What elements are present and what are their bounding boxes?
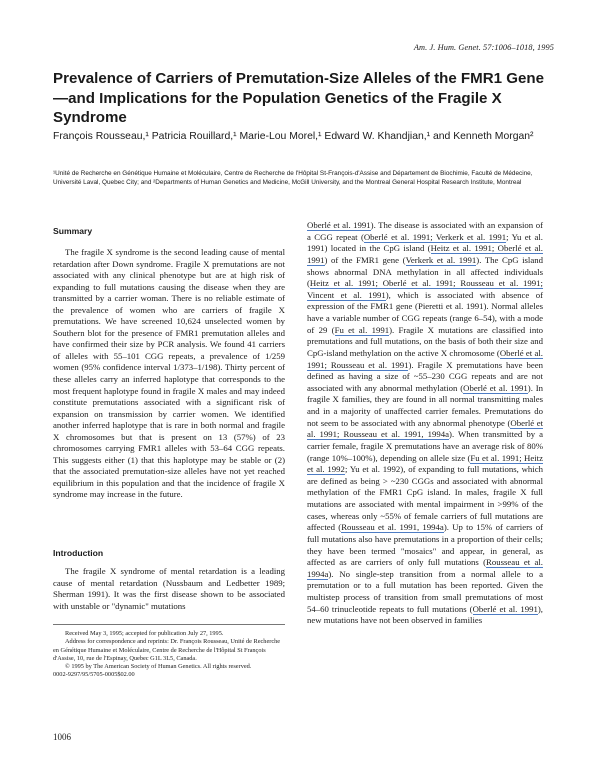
- summary-section: [53, 226, 285, 501]
- body-text: ). Fragile X mutations are classified into premutations and full mutations, on the basis of both their size and CpG-island methylation on the active X chromosome (: [307, 324, 543, 358]
- body-text: ), which is associated with absence of expression of the FMR1 gene (Pieretti et al. 1991). Normal alleles have a variable number of CGG repeats (range 6–54), with a mode of 29 (: [307, 289, 543, 335]
- body-text: ). Up to 15% of carriers of full mutations also have premutations in a proportion of their cells; they have been termed "mosaics" and appear, in general, as affected as are carriers of only full mutations (: [307, 522, 543, 568]
- citation-link[interactable]: Oberlé et al. 1991: [472, 603, 538, 614]
- footnote-received: Received May 3, 1995; accepted for publication July 27, 1995.: [65, 630, 224, 637]
- footnote-issn: 0002-9297/95/5705-0005$02.00: [53, 671, 135, 679]
- body-text: ). The CpG island shows abnormal DNA methylation in all affected individuals (: [307, 254, 543, 289]
- body-text: ). No single-step transition from a normal allele to a premutation or to a full mutation has been reported. Given the multistep process of transition from small premutations of most 54–60 trinucleotide repeats to full mutations (: [307, 568, 543, 614]
- footnotes: [53, 630, 285, 680]
- introduction-text: The fragile X syndrome of mental retardation is a leading cause of mental retardation (Nussbaum and Ledbetter 1989; Sherman 1991). It was the first disease shown to be associated with unstable or "dynamic" mutations: [53, 566, 285, 611]
- citation-link[interactable]: Heitz et al. 1991; Oberlé et al. 1991; Rousseau et al. 1991; Vincent et al. 1991: [307, 278, 543, 300]
- introduction-heading: Introduction: [53, 548, 104, 558]
- citation-link[interactable]: Oberlé et al. 1991; Verkerk et al. 1991: [363, 231, 507, 242]
- right-column-text: [307, 220, 543, 627]
- body-text: ). Fragile X premutations have been defined as having a size of ~55–230 CGG repeats and are not associated with any abnormal methylation (: [307, 359, 543, 393]
- citation-link[interactable]: Fu et al. 1991: [334, 324, 390, 335]
- footnote-correspondence: Address for correspondence and reprints: Dr. François Rousseau, Unité de Recherche en Génétique Humaine et Moléculaire, Centre de Recherche de l'Hôpital St François d'Assise, 10, rue de l'Espinay, Quebec G1L 3L5, Canada.: [53, 638, 281, 662]
- citation-link[interactable]: Oberlé et al. 1991: [307, 220, 371, 230]
- author-list: François Rousseau,¹ Patricia Rouillard,¹ Marie-Lou Morel,¹ Edward W. Khandjian,¹ and Kenneth Morgan²: [53, 131, 534, 142]
- body-text: ). When transmitted by a carrier female, fragile X premutations have an average risk of 80% (range 10%–100%), depending on allele size (: [307, 429, 543, 463]
- body-text: ). In fragile X families, they are found in all normal transmitting males and in a majority of unaffected carrier females. Premutations do not seem to be associated with any abnormal phenotype (: [307, 382, 544, 428]
- journal-reference: Am. J. Hum. Genet. 57:1006–1018, 1995: [413, 43, 554, 52]
- citation-link[interactable]: Verkerk et al. 1991: [405, 254, 477, 265]
- summary-heading: Summary: [53, 226, 93, 236]
- citation-link[interactable]: Rousseau et al. 1994a: [307, 557, 543, 579]
- footnote-divider: [53, 624, 285, 625]
- citation-link[interactable]: Oberlé et al. 1991; Rousseau et al. 1991: [307, 347, 543, 370]
- body-text: ) of the FMR1 gene (: [324, 254, 406, 265]
- citation-link[interactable]: Oberlé et al. 1991: [463, 382, 528, 393]
- body-text: ). The disease is associated with an expansion of a CGG repeat (: [307, 220, 543, 242]
- affiliations: ¹Unité de Recherche en Génétique Humaine et Moléculaire, Centre de Recherche de l'Hôpital St-François-d'Assise and Département de Biochimie, Faculté de Médecine, Université Laval, Quebec City; and ²Departments of Human Genetics and Medicine, McGill University, and the Montreal General Hospital Research Institute, Montreal: [53, 170, 533, 186]
- footnote-copyright: © 1995 by The American Society of Human Genetics. All rights reserved.: [65, 663, 252, 671]
- citation-link[interactable]: Heitz et al. 1991; Oberlé et al. 1991: [307, 243, 543, 265]
- page-number: 1006: [53, 732, 71, 742]
- citation-link[interactable]: Fu et al. 1991; Heitz et al. 1992: [307, 452, 543, 475]
- body-text: ; Yu et al. 1991) located in the CpG island (: [307, 231, 543, 254]
- citation-link[interactable]: Rousseau et al. 1991, 1994a: [341, 522, 444, 533]
- body-text: ), new mutations have not been observed in families: [307, 603, 543, 626]
- article-title: Prevalence of Carriers of Premutation-Size Alleles of the FMR1 Gene—and Implications for the Population Genetics of the Fragile X Syndrome: [53, 70, 544, 126]
- body-text: ; Yu et al. 1992), of expanding to full mutations, which are defined as being > ~230 CGGs and associated with abnormal methylation of the FMR1 CpG island. In males, fragile X full mutations are associated with mental impairment in >99% of the cases, whereas only ~55% of female carriers of full mutations are affected (: [307, 464, 543, 533]
- summary-text: The fragile X syndrome is the second leading cause of mental retardation after Down syndrome. Fragile X premutations are not associated with any clinical phenotype but are at high risk of expanding to full mutations causing the disease when they are transmitted by a carrier woman. There is no reliable estimate of the prevalence of women who are carriers of fragile X premutations. We have screened 10,624 unselected women by Southern blot for the presence of FMR1 premutation alleles and have confirmed their size by PCR analysis. We found 41 carriers of alleles with 55–101 CGG repeats, a prevalence of 1/259 women (95% confidence interval 1/373–1/198). Thirty percent of these alleles carry an inferred haplotype that corresponds to the most frequent haplotype found in fragile X males and may indeed constitute premutations associated with a significant risk of expansion on transmission by carrier women. We identified another inferred haplotype that is rare in both normal and fragile X chromosomes but that is present on 13 (57%) of 23 chromosomes carrying FMR1 alleles with 53–64 CGG repeats. This suggests either (1) that this haplotype may be stable or (2) that the associated premutation-size alleles have not yet reached equilibrium in this population and that the incidence of fragile X syndrome may increase in the future.: [53, 247, 285, 500]
- right-column-paragraph: [307, 220, 543, 627]
- citation-link[interactable]: Oberlé et al. 1991; Rousseau et al. 1991, 1994a: [307, 417, 544, 440]
